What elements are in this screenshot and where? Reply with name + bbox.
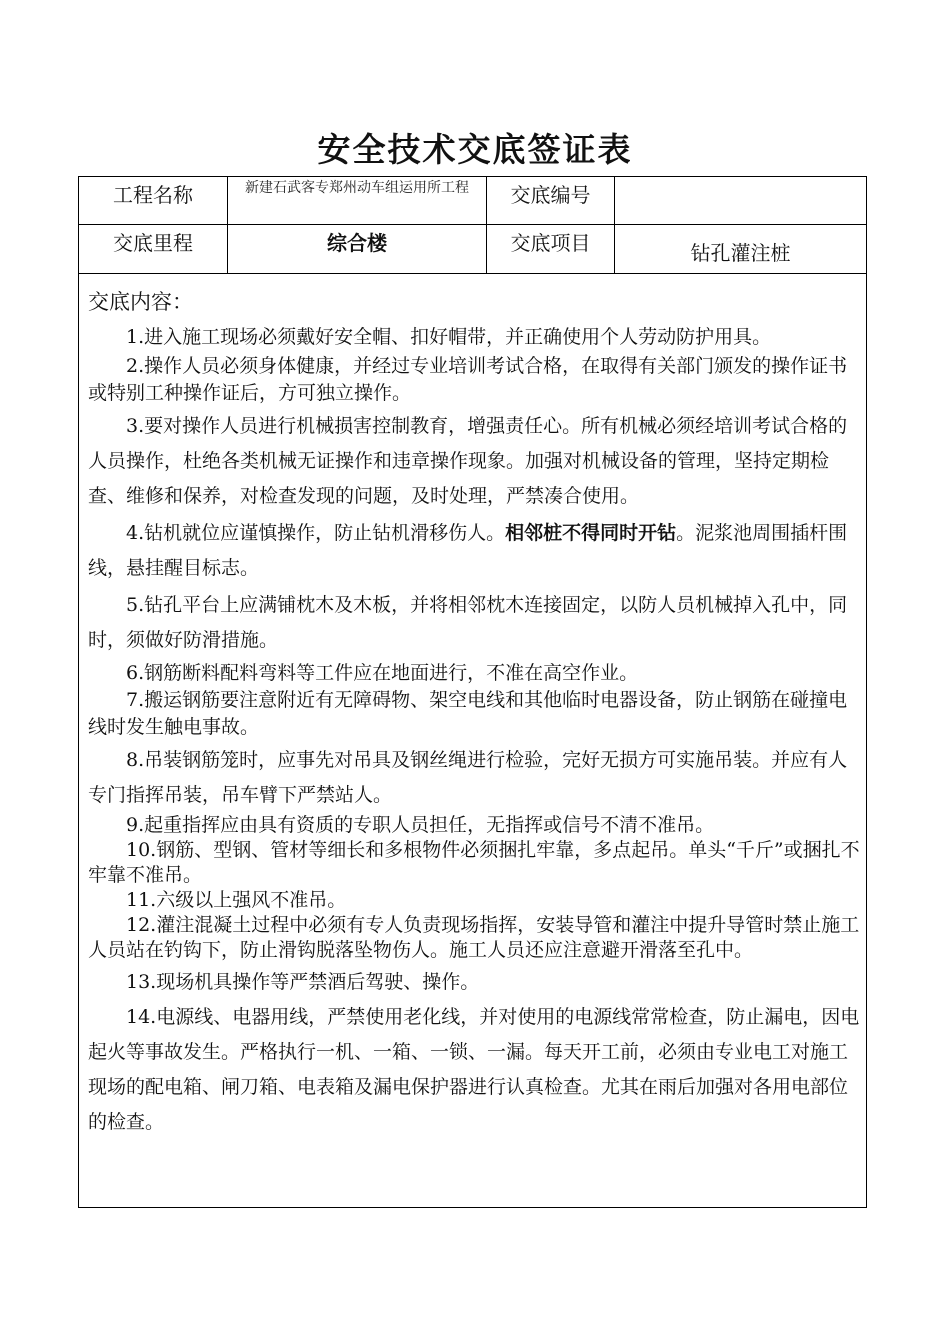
clause-10: 10.钢筋、型钢、管材等细长和多根物件必须捆扎牢靠，多点起吊。单头“千斤”或捆扎不牢靠不准吊。 (88, 839, 860, 886)
clause-11: 11.六级以上强风不准吊。 (126, 889, 347, 911)
project-name-value: 新建石武客专郑州动车组运用所工程 (245, 180, 469, 196)
handover-number-value (615, 177, 866, 224)
handover-item-value: 钻孔灌注桩 (690, 241, 791, 265)
page-title: 安全技术交底签证表 (317, 130, 633, 169)
clause-4-emphasis: 相邻桩不得同时开钻 (505, 522, 677, 544)
handover-item-label: 交底项目 (510, 231, 591, 255)
clause-4-text: 4.钻机就位应谨慎操作，防止钻机滑移伤人。 (126, 522, 506, 544)
mileage-label: 交底里程 (113, 231, 193, 255)
mileage-value: 综合楼 (327, 231, 387, 255)
project-name-label: 工程名称 (113, 183, 193, 207)
clause-3: 3.要对操作人员进行机械损害控制教育，增强责任心。所有机械必须经培训考试合格的人员操作，杜绝各类机械无证操作和违章操作现象。加强对机械设备的管理，坚持定期检查、维修和保养，对检查发现的问题，及时处理，严禁凑合使用。 (88, 415, 848, 507)
handover-content (88, 285, 860, 1140)
clause-4-text-end: 。泥浆池周围插杆围线，悬挂醒目标志。 (88, 522, 848, 579)
clause-7: 7.搬运钢筋要注意附近有无障碍物、架空电线和其他临时电器设备，防止钢筋在碰撞电线时发生触电事故。 (88, 689, 848, 738)
clause-12: 12.灌注混凝土过程中必须有专人负责现场指挥，安装导管和灌注中提升导管时禁止施工人员站在钓钩下，防止滑钩脱落坠物伤人。施工人员还应注意避开滑落至孔中。 (88, 914, 860, 961)
clause-4 (88, 516, 860, 586)
clause-6: 6.钢筋断料配料弯料等工件应在地面进行，不准在高空作业。 (126, 662, 639, 684)
clause-1: 1.进入施工现场必须戴好安全帽、扣好帽带，并正确使用个人劳动防护用具。 (126, 326, 772, 348)
clause-8: 8.吊装钢筋笼时，应事先对吊具及钢丝绳进行检验，完好无损方可实施吊装。并应有人专门指挥吊装，吊车臂下严禁站人。 (88, 749, 848, 806)
clause-13: 13.现场机具操作等严禁酒后驾驶、操作。 (126, 971, 480, 993)
handover-number-label: 交底编号 (510, 183, 591, 207)
clause-5: 5.钻孔平台上应满铺枕木及木板，并将相邻枕木连接固定，以防人员机械掉入孔中，同时，须做好防滑措施。 (88, 594, 848, 651)
clause-9: 9.起重指挥应由具有资质的专职人员担任，无指挥或信号不清不准吊。 (126, 814, 715, 836)
clause-14: 14.电源线、电器用线，严禁使用老化线，并对使用的电源线常常检查，防止漏电，因电起火等事故发生。严格执行一机、一箱、一锁、一漏。每天开工前，必须由专业电工对施工现场的配电箱、闸刀箱、电表箱及漏电保护器进行认真检查。尤其在雨后加强对各用电部位的检查。 (88, 1006, 860, 1133)
content-heading: 交底内容： (88, 290, 193, 314)
handover-form (78, 176, 867, 1208)
row-divider (79, 273, 866, 274)
clause-2: 2.操作人员必须身体健康，并经过专业培训考试合格，在取得有关部门颁发的操作证书或特别工种操作证后，方可独立操作。 (88, 355, 848, 404)
